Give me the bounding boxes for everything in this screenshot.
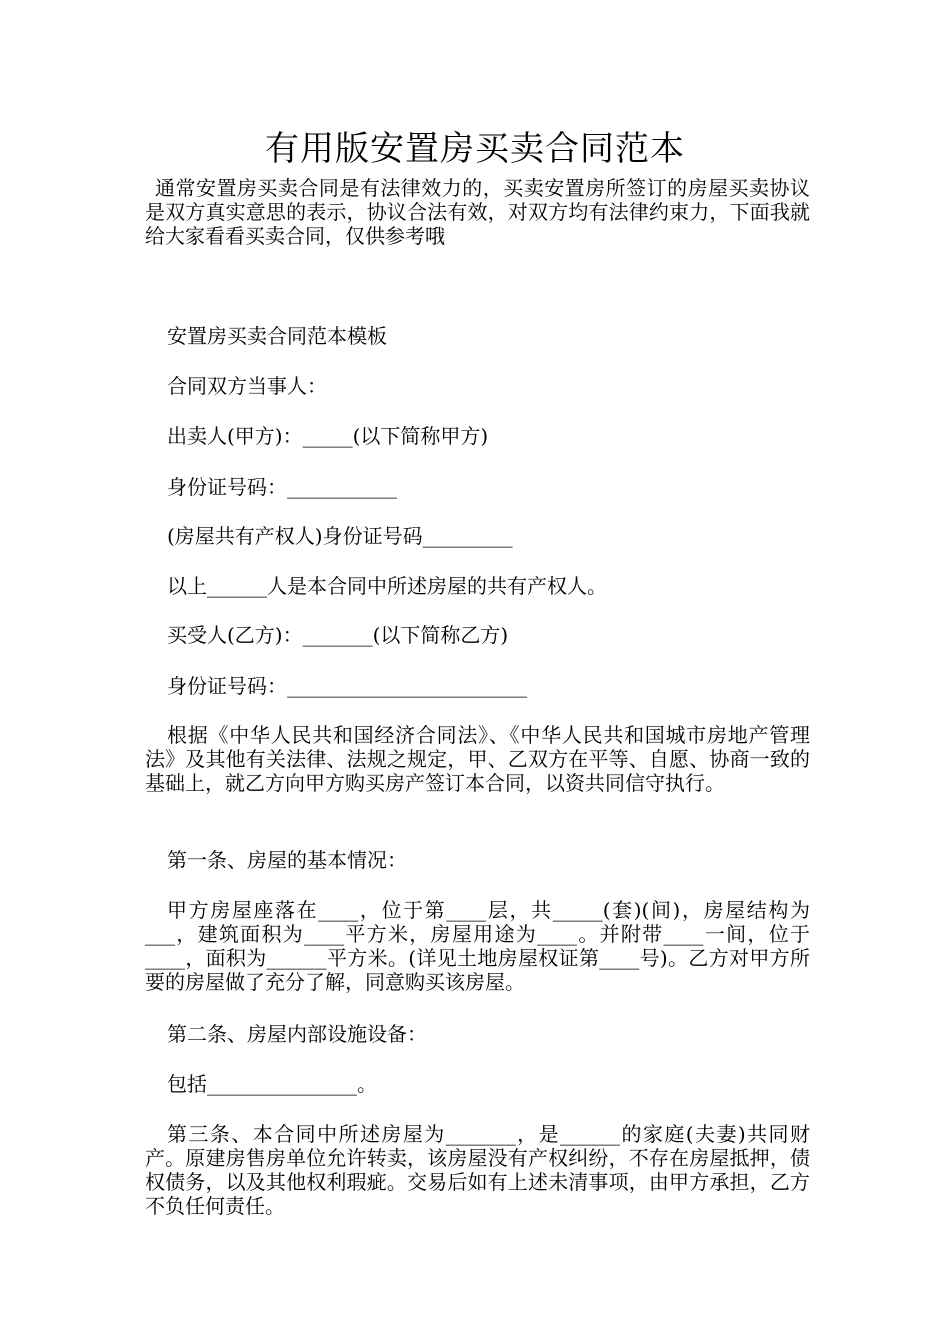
buyer-id-line: 身份证号码：________________________ [167, 674, 527, 698]
document-title: 有用版安置房买卖合同范本 [265, 129, 685, 169]
article-2-heading: 第二条、房屋内部设施设备： [167, 1022, 427, 1046]
intro-paragraph: 通常安置房买卖合同是有法律效力的，买卖安置房所签订的房屋买卖协议是双方真实意思的表示，协议合法有效，对双方均有法律约束力，下面我就给大家看看买卖合同，仅供参考哦 [145, 176, 810, 248]
buyer-line: 买受人(乙方)：_______(以下简称乙方) [167, 623, 509, 647]
parties-heading: 合同双方当事人： [167, 374, 327, 398]
article-1-heading: 第一条、房屋的基本情况： [167, 848, 407, 872]
seller-line: 出卖人(甲方)：_____(以下简称甲方) [167, 424, 489, 448]
article-2-body: 包括_______________。 [167, 1072, 377, 1096]
section-heading-template: 安置房买卖合同范本模板 [167, 324, 387, 348]
co-owners-count-line: 以上______人是本合同中所述房屋的共有产权人。 [167, 574, 607, 598]
article-3-body: 第三条、本合同中所述房屋为_______，是______的家庭(夫妻)共同财产。原建房售房单位允许转卖，该房屋没有产权纠纷，不存在房屋抵押，债权债务，以及其他权利瑕疵。交易后如有上述未清事项，由甲方承担，乙方不负任何责任。 [145, 1122, 810, 1218]
legal-basis-paragraph: 根据《中华人民共和国经济合同法》、《中华人民共和国城市房地产管理法》及其他有关法律、法规之规定，甲、乙双方在平等、自愿、协商一致的基础上，就乙方向甲方购买房产签订本合同，以资共同信守执行。 [145, 723, 810, 795]
seller-id-line: 身份证号码：___________ [167, 475, 397, 499]
article-1-body: 甲方房屋座落在____，位于第____层，共_____(套)(间)，房屋结构为 ___，建筑面积为____平方米，房屋用途为____。并附带____一间，位于____，面积为______平方米。(详见土地房屋权证第____号)。乙方对甲方所要的房屋做了充分了解，同意购买该房屋。 [145, 898, 810, 994]
co-owner-id-line: (房屋共有产权人)身份证号码_________ [167, 524, 513, 548]
